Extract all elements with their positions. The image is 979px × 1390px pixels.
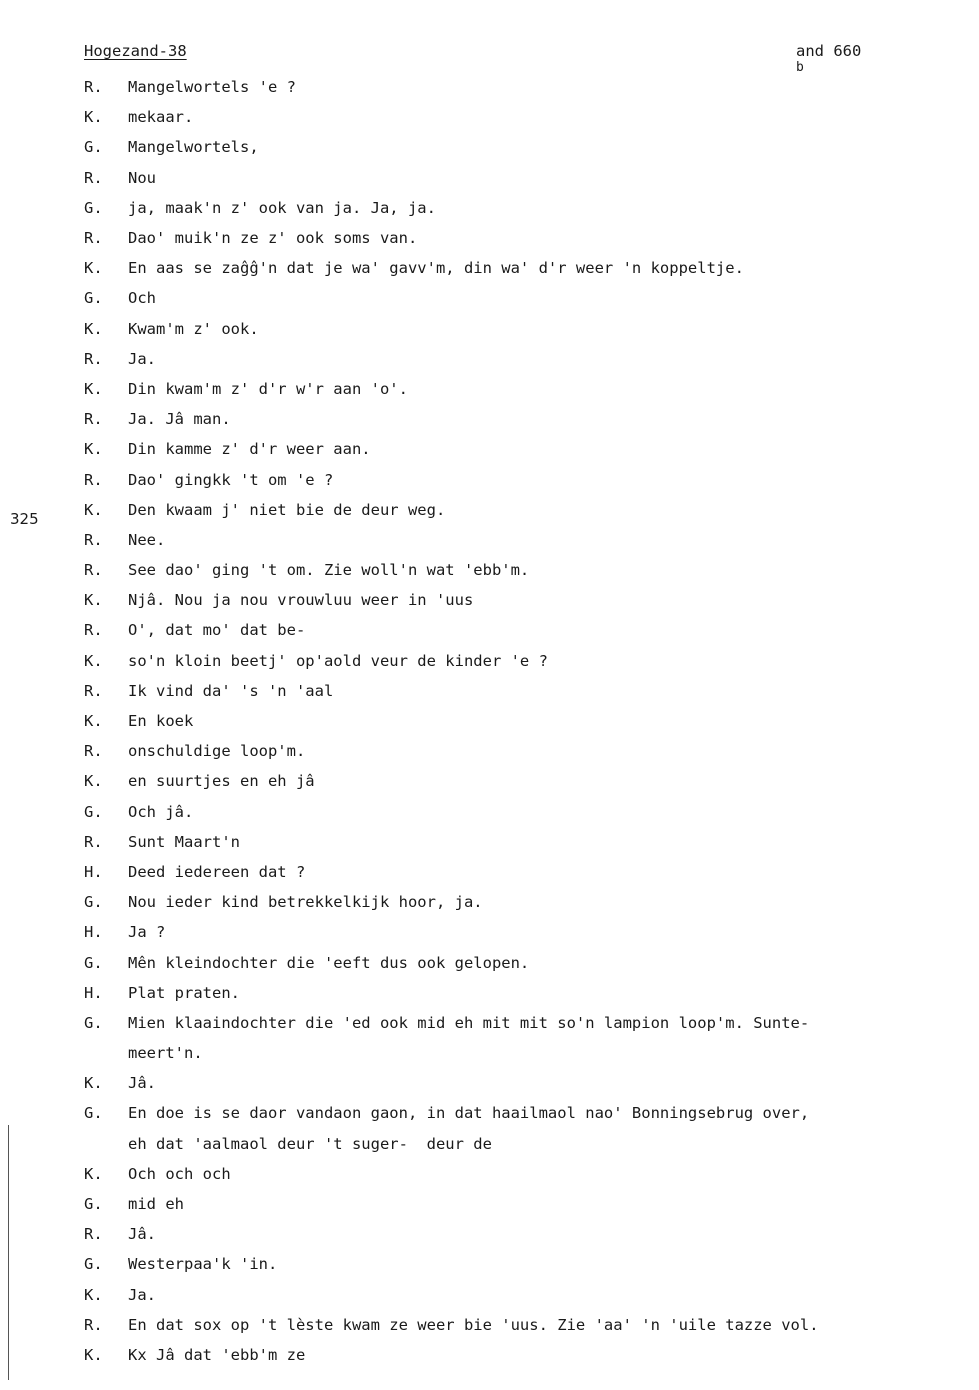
band-number: and 660	[796, 42, 862, 60]
utterance-text: O', dat mo' dat be-	[128, 621, 306, 640]
transcript-line	[84, 1068, 944, 1098]
utterance-text: meert'n.	[128, 1044, 203, 1063]
speaker-label: K.	[84, 1074, 103, 1093]
speaker-label: G.	[84, 198, 103, 217]
speaker-label: R.	[84, 78, 103, 97]
speaker-label: G.	[84, 1104, 103, 1123]
transcript-line	[84, 706, 944, 736]
transcript-line	[84, 464, 944, 494]
speaker-label: K.	[84, 651, 103, 670]
utterance-text: Mangelwortels,	[128, 138, 259, 157]
transcript-line	[84, 797, 944, 827]
transcript-line	[84, 827, 944, 857]
speaker-label: K.	[84, 319, 103, 338]
utterance-text: Och jâ.	[128, 802, 194, 821]
speaker-label: K.	[84, 379, 103, 398]
transcript-line	[84, 314, 944, 344]
speaker-label: G.	[84, 289, 103, 308]
utterance-text: Ik vind da' 's 'n 'aal	[128, 681, 334, 700]
speaker-label: R.	[84, 742, 103, 761]
transcript-line	[84, 374, 944, 404]
utterance-text: Jâ.	[128, 1074, 156, 1093]
utterance-text: Nou ieder kind betrekkelkijk hoor, ja.	[128, 893, 483, 912]
speaker-label: K.	[84, 591, 103, 610]
transcript-line	[84, 1189, 944, 1219]
transcript-line	[84, 947, 944, 977]
transcript-line	[84, 555, 944, 585]
transcript-line	[84, 404, 944, 434]
utterance-text: Kx Jâ dat 'ebb'm ze	[128, 1345, 306, 1364]
speaker-label: K.	[84, 500, 103, 519]
document-title: Hogezand-38	[84, 42, 187, 60]
utterance-text: En doe is se daor vandaon gaon, in dat haailmaol nao' Bonningsebrug over,	[128, 1104, 810, 1123]
utterance-text: Deed iedereen dat ?	[128, 862, 306, 881]
utterance-text: Ja.	[128, 349, 156, 368]
transcript-line	[84, 736, 944, 766]
utterance-text: Njâ. Nou ja nou vrouwluu weer in 'uus	[128, 591, 474, 610]
speaker-label: R.	[84, 832, 103, 851]
utterance-text: eh dat 'aalmaol deur 't suger- deur de	[128, 1134, 492, 1153]
utterance-text: Mên kleindochter die 'eeft dus ook gelopen.	[128, 953, 530, 972]
transcript-lines	[84, 72, 944, 1370]
utterance-text: Ja ?	[128, 923, 166, 942]
speaker-label: R.	[84, 621, 103, 640]
speaker-label: R.	[84, 681, 103, 700]
transcript-line	[84, 1340, 944, 1370]
speaker-label: R.	[84, 470, 103, 489]
speaker-label: K.	[84, 1164, 103, 1183]
transcript-line	[84, 223, 944, 253]
speaker-label: K.	[84, 1345, 103, 1364]
transcript-line	[84, 283, 944, 313]
utterance-text: Kwam'm z' ook.	[128, 319, 259, 338]
transcript-line	[84, 1038, 944, 1068]
utterance-text: Plat praten.	[128, 983, 240, 1002]
utterance-text: Din kwam'm z' d'r w'r aan 'o'.	[128, 379, 408, 398]
speaker-label: H.	[84, 923, 103, 942]
utterance-text: Mangelwortels 'e ?	[128, 78, 296, 97]
speaker-label: K.	[84, 712, 103, 731]
speaker-label: R.	[84, 561, 103, 580]
speaker-label: G.	[84, 1195, 103, 1214]
speaker-label: K.	[84, 440, 103, 459]
transcript-line	[84, 102, 944, 132]
transcript-line	[84, 1280, 944, 1310]
utterance-text: See dao' ging 't om. Zie woll'n wat 'ebb'm.	[128, 561, 530, 580]
transcript-line	[84, 193, 944, 223]
utterance-text: Mien klaaindochter die 'ed ook mid eh mit mit so'n lampion loop'm. Sunte-	[128, 1013, 810, 1032]
utterance-text: Och	[128, 289, 156, 308]
utterance-text: Din kamme z' d'r weer aan.	[128, 440, 371, 459]
transcript-line	[84, 1249, 944, 1279]
speaker-label: R.	[84, 229, 103, 248]
transcript-line	[84, 887, 944, 917]
utterance-text: En koek	[128, 712, 194, 731]
utterance-text: Dao' muik'n ze z' ook soms van.	[128, 229, 418, 248]
speaker-label: R.	[84, 410, 103, 429]
speaker-label: K.	[84, 259, 103, 278]
utterance-text: Den kwaam j' niet bie de deur weg.	[128, 500, 446, 519]
speaker-label: R.	[84, 1225, 103, 1244]
band-side-label: b	[796, 60, 804, 75]
transcript-line	[84, 1159, 944, 1189]
transcript-line	[84, 766, 944, 796]
speaker-label: R.	[84, 168, 103, 187]
transcript-line	[84, 1310, 944, 1340]
utterance-text: Dao' gingkk 't om 'e ?	[128, 470, 334, 489]
utterance-text: Nee.	[128, 530, 166, 549]
transcript-line	[84, 615, 944, 645]
utterance-text: onschuldige loop'm.	[128, 742, 306, 761]
transcript-line	[84, 253, 944, 283]
transcript-line	[84, 978, 944, 1008]
transcript-line	[84, 72, 944, 102]
speaker-label: G.	[84, 1255, 103, 1274]
transcript-line	[84, 585, 944, 615]
speaker-label: G.	[84, 138, 103, 157]
speaker-label: G.	[84, 1013, 103, 1032]
utterance-text: ja, maak'n z' ook van ja. Ja, ja.	[128, 198, 436, 217]
speaker-label: K.	[84, 1285, 103, 1304]
transcript-line	[84, 525, 944, 555]
speaker-label: G.	[84, 893, 103, 912]
speaker-label: R.	[84, 349, 103, 368]
transcript-line	[84, 163, 944, 193]
transcript-line	[84, 344, 944, 374]
utterance-text: mekaar.	[128, 108, 194, 127]
utterance-text: Och och och	[128, 1164, 231, 1183]
utterance-text: Ja.	[128, 1285, 156, 1304]
transcript-line	[84, 1129, 944, 1159]
utterance-text: En dat sox op 't lèste kwam ze weer bie 'uus. Zie 'aa' 'n 'uile tazze vol.	[128, 1315, 819, 1334]
transcript-line	[84, 1098, 944, 1128]
transcript-line	[84, 132, 944, 162]
utterance-text: Nou	[128, 168, 156, 187]
speaker-label: G.	[84, 802, 103, 821]
utterance-text: so'n kloin beetj' op'aold veur de kinder 'e ?	[128, 651, 548, 670]
utterance-text: Jâ.	[128, 1225, 156, 1244]
transcript-line	[84, 857, 944, 887]
utterance-text: Sunt Maart'n	[128, 832, 240, 851]
transcript-line	[84, 646, 944, 676]
utterance-text: en suurtjes en eh jâ	[128, 772, 315, 791]
margin-counter-number: 325	[10, 510, 39, 528]
transcript-line	[84, 434, 944, 464]
speaker-label: H.	[84, 983, 103, 1002]
transcript-line	[84, 676, 944, 706]
margin-rule-line	[8, 1125, 10, 1380]
transcript-line	[84, 495, 944, 525]
transcript-line	[84, 917, 944, 947]
speaker-label: K.	[84, 108, 103, 127]
utterance-text: Ja. Jâ man.	[128, 410, 231, 429]
speaker-label: H.	[84, 862, 103, 881]
utterance-text: mid eh	[128, 1195, 184, 1214]
speaker-label: R.	[84, 1315, 103, 1334]
speaker-label: G.	[84, 953, 103, 972]
speaker-label: R.	[84, 530, 103, 549]
utterance-text: En aas se zaĝĝ'n dat je wa' gavv'm, din wa' d'r weer 'n koppeltje.	[128, 259, 744, 278]
utterance-text: Westerpaa'k 'in.	[128, 1255, 278, 1274]
transcript-line	[84, 1219, 944, 1249]
transcript-line	[84, 1008, 944, 1038]
speaker-label: K.	[84, 772, 103, 791]
